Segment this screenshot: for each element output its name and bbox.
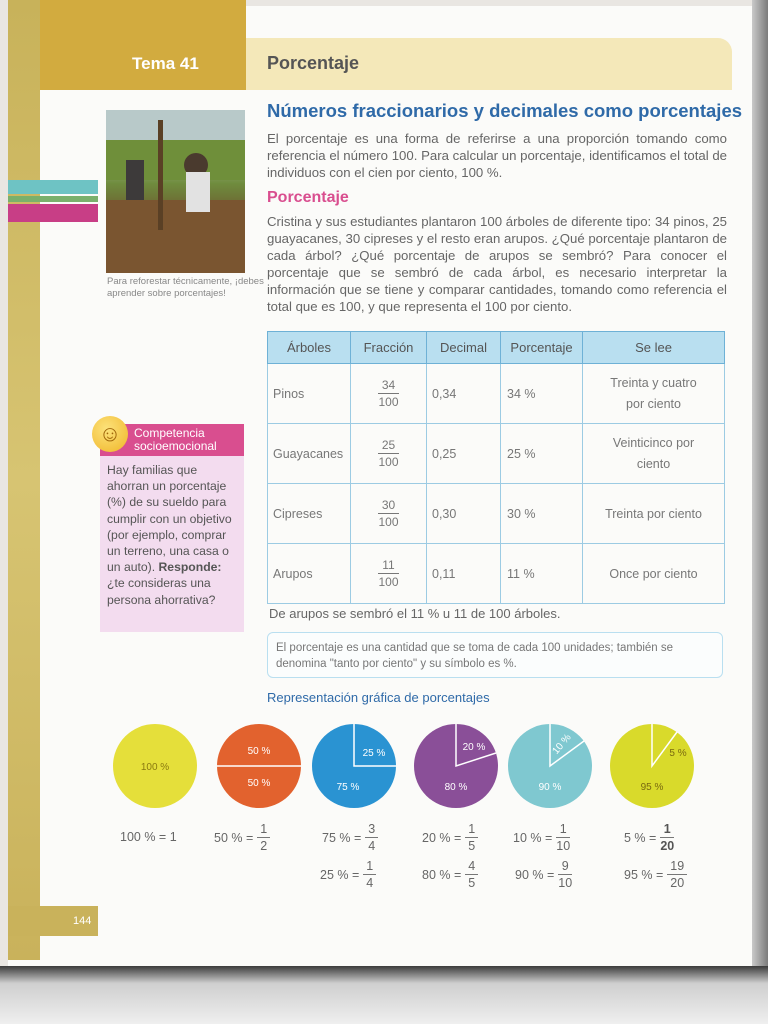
left-stripe bbox=[8, 0, 40, 960]
pie-label: 100 % bbox=[140, 762, 170, 773]
cell-fraction bbox=[351, 364, 427, 424]
table-row bbox=[268, 544, 725, 604]
fraction-numerator: 34 bbox=[378, 378, 398, 394]
fraction-numerator: 25 bbox=[378, 438, 398, 454]
equation-numerator: 1 bbox=[465, 822, 478, 838]
pie-label: 50 % bbox=[247, 778, 271, 789]
header-reading: Se lee bbox=[583, 332, 725, 364]
header-decimal: Decimal bbox=[427, 332, 501, 364]
page-number: 144 bbox=[73, 915, 92, 927]
table-row bbox=[268, 364, 725, 424]
equation-lhs: 5 % = bbox=[624, 830, 657, 845]
pie-50 bbox=[217, 724, 301, 808]
equation-lhs: 95 % = bbox=[624, 867, 664, 882]
section-heading: Números fraccionarios y decimales como porcentajes bbox=[267, 100, 743, 121]
table-header-row bbox=[268, 332, 725, 364]
cell-decimal: 0,34 bbox=[427, 364, 501, 424]
intro-paragraph: El porcentaje es una forma de referirse a una proporción tomando como referencia el número 100. Para calcular un porcentaje, identificamos el total de individuos con el cien por ciento, 100 %. bbox=[267, 131, 727, 180]
definition-text: El porcentaje es una cantidad que se toma de cada 100 unidades; también se denomina "tanto por ciento" y su símbolo es %. bbox=[276, 642, 674, 670]
subheading: Porcentaje bbox=[267, 189, 349, 206]
competence-title-line1: Competencia bbox=[134, 426, 205, 440]
equation-lhs: 80 % = bbox=[422, 867, 462, 882]
pie-20-80 bbox=[414, 724, 498, 808]
pie-label: 25 % bbox=[362, 748, 386, 759]
cell-reading: Treinta por ciento bbox=[583, 484, 725, 544]
cell-decimal: 0,30 bbox=[427, 484, 501, 544]
header-fraction: Fracción bbox=[351, 332, 427, 364]
equation-denominator: 4 bbox=[368, 839, 376, 853]
equation-numerator: 1 bbox=[363, 859, 376, 875]
side-decoration-magenta bbox=[8, 204, 98, 222]
respond-label: Responde: bbox=[158, 560, 222, 575]
fraction-numerator: 11 bbox=[378, 558, 398, 574]
cell-tree: Cipreses bbox=[268, 484, 351, 544]
equation-75 bbox=[322, 822, 378, 853]
pie-10-90 bbox=[508, 724, 592, 808]
photo-illustration bbox=[106, 110, 245, 273]
equation-denominator: 10 bbox=[558, 876, 573, 890]
equation-5 bbox=[624, 822, 674, 853]
cell-percent: 30 % bbox=[501, 484, 583, 544]
problem-paragraph: Cristina y sus estudiantes plantaron 100 árboles de diferente tipo: 34 pinos, 25 guayacanes, 30 cipreses y el resto eran arupos. ¿Qué porcentaje plantaron de cada árbol? ¿Qué porcentaje de arupos se sembró? Para conocer el porcentaje que se sembró de cada árbol, es necesario interpretar la información que se tiene y comparar cantidades, tomando como referencia el total que es 100, y que representa el 100 por ciento. bbox=[267, 214, 727, 314]
equation-lhs: 20 % = bbox=[422, 830, 462, 845]
equation-numerator: 19 bbox=[667, 859, 687, 875]
equation-numerator: 3 bbox=[365, 822, 378, 838]
equation-numerator: 1 bbox=[556, 822, 570, 838]
equation-denominator: 5 bbox=[468, 839, 476, 853]
reforestation-photo bbox=[106, 110, 245, 273]
equation-denominator: 2 bbox=[260, 839, 268, 853]
cell-percent: 25 % bbox=[501, 424, 583, 484]
pie-label: 50 % bbox=[247, 746, 271, 757]
equation-80 bbox=[422, 859, 478, 890]
equation-denominator: 10 bbox=[556, 839, 571, 853]
equation-lhs: 50 % = bbox=[214, 830, 254, 845]
pie-label: 5 % bbox=[669, 748, 687, 759]
pie-label: 75 % bbox=[336, 782, 360, 793]
competence-title-line2: socioemocional bbox=[134, 439, 217, 453]
equation-50 bbox=[214, 822, 270, 853]
fraction-denominator: 100 bbox=[378, 455, 399, 469]
fraction-denominator: 100 bbox=[378, 575, 399, 589]
pie-label: 95 % bbox=[640, 782, 664, 793]
header-trees: Árboles bbox=[268, 332, 351, 364]
fraction-denominator: 100 bbox=[378, 395, 399, 409]
tree-table bbox=[267, 331, 725, 604]
pie-5-95 bbox=[610, 724, 694, 808]
page-bottom-shadow bbox=[0, 966, 768, 1024]
equation-lhs: 10 % = bbox=[513, 830, 553, 845]
cell-percent: 34 % bbox=[501, 364, 583, 424]
competence-title bbox=[134, 427, 217, 453]
equation-numerator: 9 bbox=[558, 859, 572, 875]
page-title: Porcentaje bbox=[267, 53, 360, 73]
pie-label: 20 % bbox=[462, 742, 486, 753]
fraction-denominator: 100 bbox=[378, 515, 399, 529]
equation-denominator: 20 bbox=[660, 839, 675, 853]
table-row bbox=[268, 484, 725, 544]
equation-95 bbox=[624, 859, 687, 890]
pie-label: 80 % bbox=[444, 782, 468, 793]
equation-lhs: 75 % = bbox=[322, 830, 362, 845]
cell-reading: Veinticinco por ciento bbox=[583, 424, 725, 484]
equation-100 bbox=[120, 830, 177, 844]
cell-fraction bbox=[351, 424, 427, 484]
equation-numerator: 1 bbox=[660, 822, 674, 838]
pie-25-75 bbox=[312, 724, 396, 808]
equation-numerator: 1 bbox=[257, 822, 270, 838]
side-decoration-green bbox=[8, 196, 98, 202]
equation-text: 100 % = 1 bbox=[120, 830, 177, 844]
equation-lhs: 90 % = bbox=[515, 867, 555, 882]
cell-tree: Arupos bbox=[268, 544, 351, 604]
pie-charts bbox=[100, 718, 740, 818]
cell-reading: Once por ciento bbox=[583, 544, 725, 604]
equation-25 bbox=[320, 859, 376, 890]
competence-text bbox=[107, 462, 239, 608]
photo-caption: Para reforestar técnicamente, ¡debes aprender sobre porcentajes! bbox=[107, 276, 264, 299]
equation-lhs: 25 % = bbox=[320, 867, 360, 882]
result-text: De arupos se sembró el 11 % u 11 de 100 árboles. bbox=[269, 606, 561, 621]
pie-label: 90 % bbox=[538, 782, 562, 793]
side-decoration-teal bbox=[8, 180, 98, 194]
topic-label: Tema 41 bbox=[132, 54, 199, 73]
header-percent: Porcentaje bbox=[501, 332, 583, 364]
graphic-title: Representación gráfica de porcentajes bbox=[267, 690, 490, 705]
cell-fraction bbox=[351, 484, 427, 544]
cell-tree: Guayacanes bbox=[268, 424, 351, 484]
equation-90 bbox=[515, 859, 572, 890]
competence-body: Hay familias que ahorran un porcentaje (%) de su sueldo para cumplir con un objetivo (por ejemplo, comprar un terreno, una casa o un auto). bbox=[107, 463, 232, 575]
page-edge-shadow bbox=[752, 0, 768, 966]
equation-denominator: 20 bbox=[670, 876, 685, 890]
cell-decimal: 0,11 bbox=[427, 544, 501, 604]
cell-tree: Pinos bbox=[268, 364, 351, 424]
cell-percent: 11 % bbox=[501, 544, 583, 604]
cell-reading: Treinta y cuatro por ciento bbox=[583, 364, 725, 424]
equation-denominator: 4 bbox=[366, 876, 374, 890]
equation-10 bbox=[513, 822, 570, 853]
cell-fraction bbox=[351, 544, 427, 604]
pie-label: 10 % bbox=[550, 732, 574, 757]
smiley-icon: ☺ bbox=[92, 416, 128, 452]
cell-decimal: 0,25 bbox=[427, 424, 501, 484]
pie-100 bbox=[113, 724, 197, 808]
competence-question: ¿te consideras una persona ahorrativa? bbox=[107, 576, 216, 607]
equation-numerator: 4 bbox=[465, 859, 478, 875]
equation-denominator: 5 bbox=[468, 876, 476, 890]
topic-box bbox=[40, 0, 246, 90]
table-row bbox=[268, 424, 725, 484]
equation-20 bbox=[422, 822, 478, 853]
fraction-numerator: 30 bbox=[378, 498, 398, 514]
